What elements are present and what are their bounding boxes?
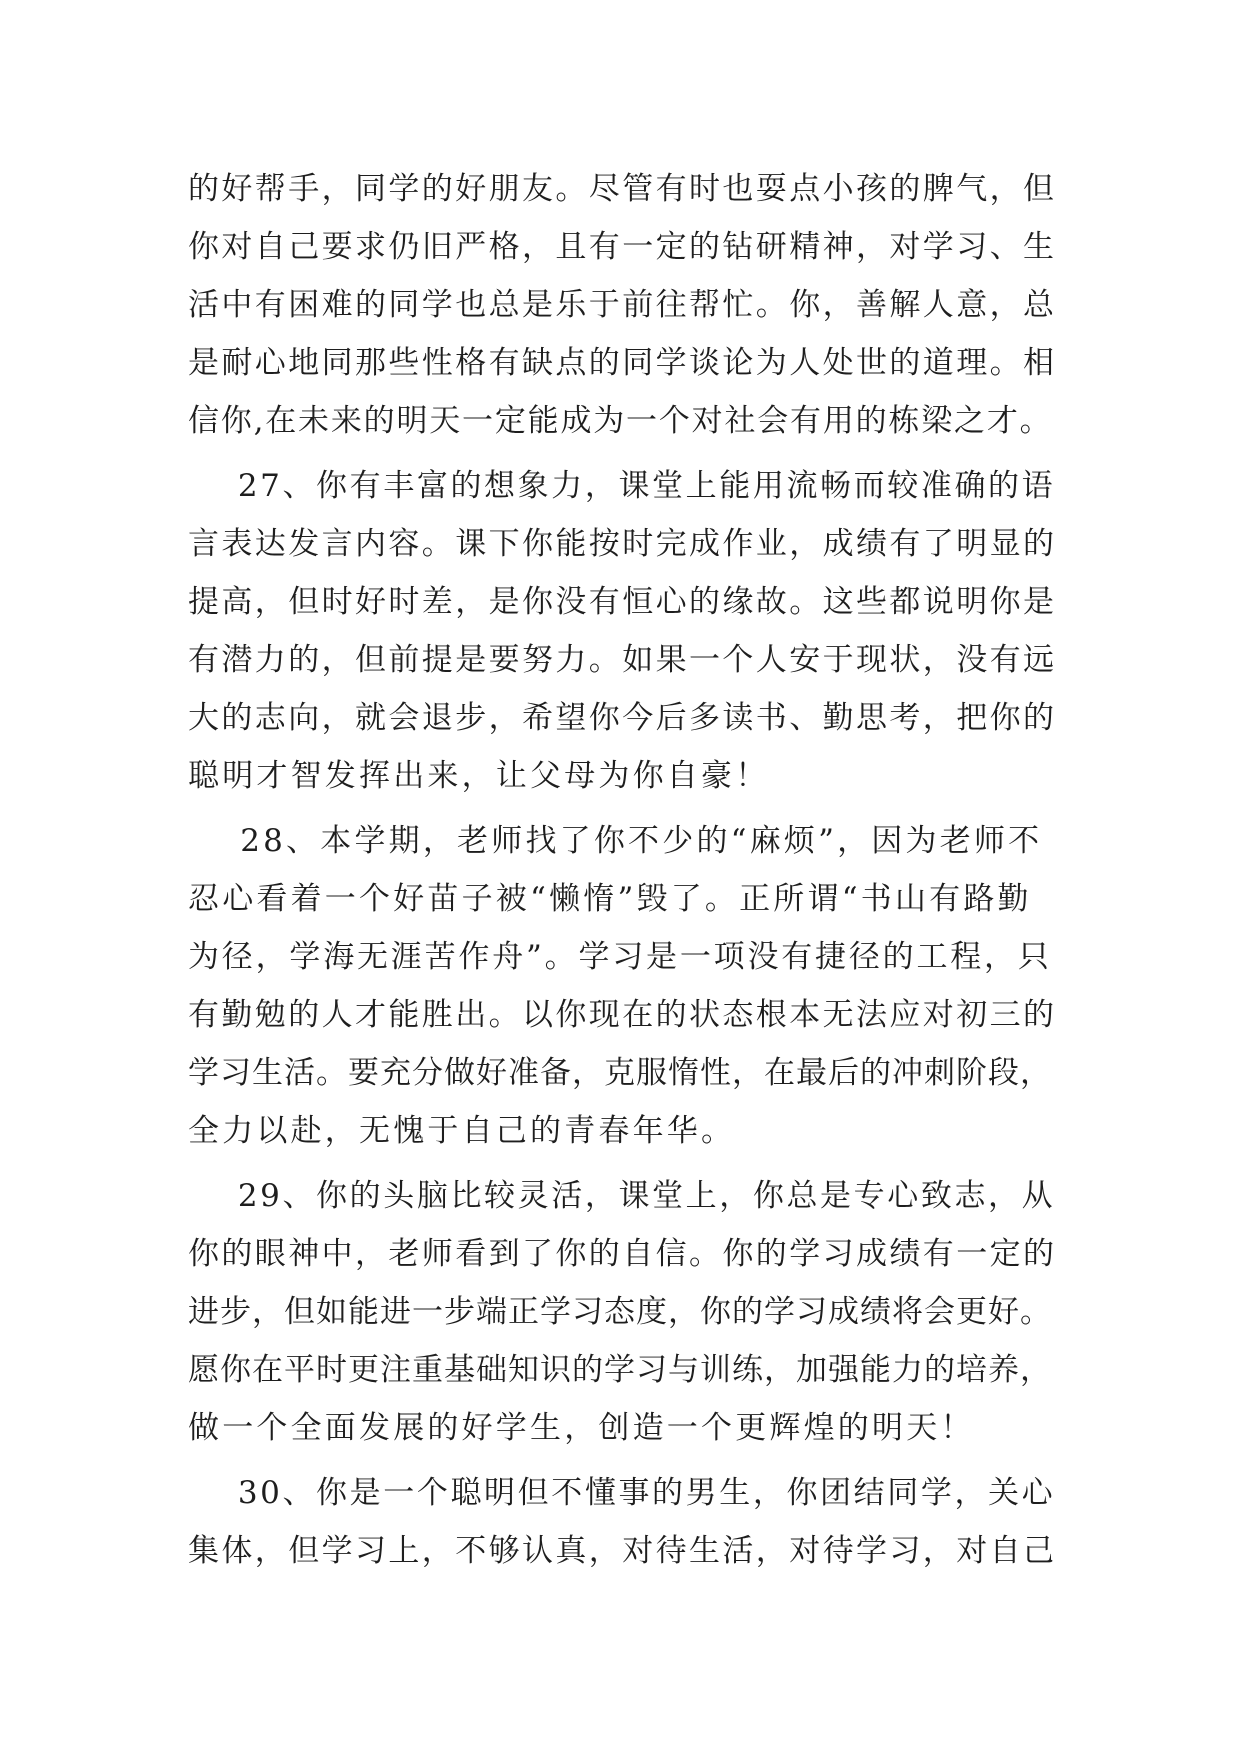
text-line: 聪明才智发挥出来，让父母为你自豪！ bbox=[188, 758, 770, 794]
text-line: 是耐心地同那些性格有缺点的同学谈论为人处世的道理。相 bbox=[188, 345, 1057, 381]
text-line: 你对自己要求仍旧严格，且有一定的钻研精神，对学习、生 bbox=[188, 229, 1057, 265]
text-line: 29、你的头脑比较灵活，课堂上，你总是专心致志，从 bbox=[188, 1178, 1056, 1214]
text-line: 全力以赴，无愧于自己的青春年华。 bbox=[188, 1113, 736, 1149]
text-line: 进步，但如能进一步端正学习态度，你的学习成绩将会更好。 bbox=[188, 1294, 1052, 1330]
document-body bbox=[188, 160, 1056, 1580]
text-line: 集体，但学习上，不够认真，对待生活，对待学习，对自己 bbox=[188, 1533, 1057, 1569]
text-line: 27、你有丰富的想象力，课堂上能用流畅而较准确的语 bbox=[188, 468, 1056, 504]
paragraph-26-continued bbox=[188, 160, 1056, 450]
text-line: 的好帮手，同学的好朋友。尽管有时也耍点小孩的脾气，但 bbox=[188, 171, 1057, 207]
paragraph-28 bbox=[188, 812, 1056, 1160]
text-line: 大的志向，就会退步，希望你今后多读书、勤思考，把你的 bbox=[188, 700, 1057, 736]
text-line: 有潜力的，但前提是要努力。如果一个人安于现状，没有远 bbox=[188, 642, 1057, 678]
text-line: 为径，学海无涯苦作舟”。学习是一项没有捷径的工程，只 bbox=[188, 939, 1052, 975]
paragraph-29 bbox=[188, 1167, 1056, 1457]
text-line: 有勤勉的人才能胜出。以你现在的状态根本无法应对初三的 bbox=[188, 997, 1057, 1033]
text-line: 忍心看着一个好苗子被“懒惰”毁了。正所谓“书山有路勤 bbox=[188, 881, 1032, 917]
text-line: 言表达发言内容。课下你能按时完成作业，成绩有了明显的 bbox=[188, 526, 1057, 562]
text-line: 30、你是一个聪明但不懂事的男生，你团结同学，关心 bbox=[188, 1475, 1056, 1511]
text-line: 信你,在未来的明天一定能成为一个对社会有用的栋梁之才。 bbox=[188, 403, 1053, 439]
text-line: 活中有困难的同学也总是乐于前往帮忙。你，善解人意，总 bbox=[188, 287, 1057, 323]
text-line: 你的眼神中，老师看到了你的自信。你的学习成绩有一定的 bbox=[188, 1236, 1057, 1272]
paragraph-27 bbox=[188, 457, 1056, 805]
paragraph-30 bbox=[188, 1464, 1056, 1580]
text-line: 愿你在平时更注重基础知识的学习与训练，加强能力的培养， bbox=[188, 1352, 1052, 1388]
text-line: 提高，但时好时差，是你没有恒心的缘故。这些都说明你是 bbox=[188, 584, 1057, 620]
text-line: 28、本学期，老师找了你不少的“麻烦”，因为老师不 bbox=[188, 823, 1043, 859]
text-line: 做一个全面发展的好学生，创造一个更辉煌的明天！ bbox=[188, 1410, 975, 1446]
text-line: 学习生活。要充分做好准备，克服惰性，在最后的冲刺阶段， bbox=[188, 1055, 1052, 1091]
